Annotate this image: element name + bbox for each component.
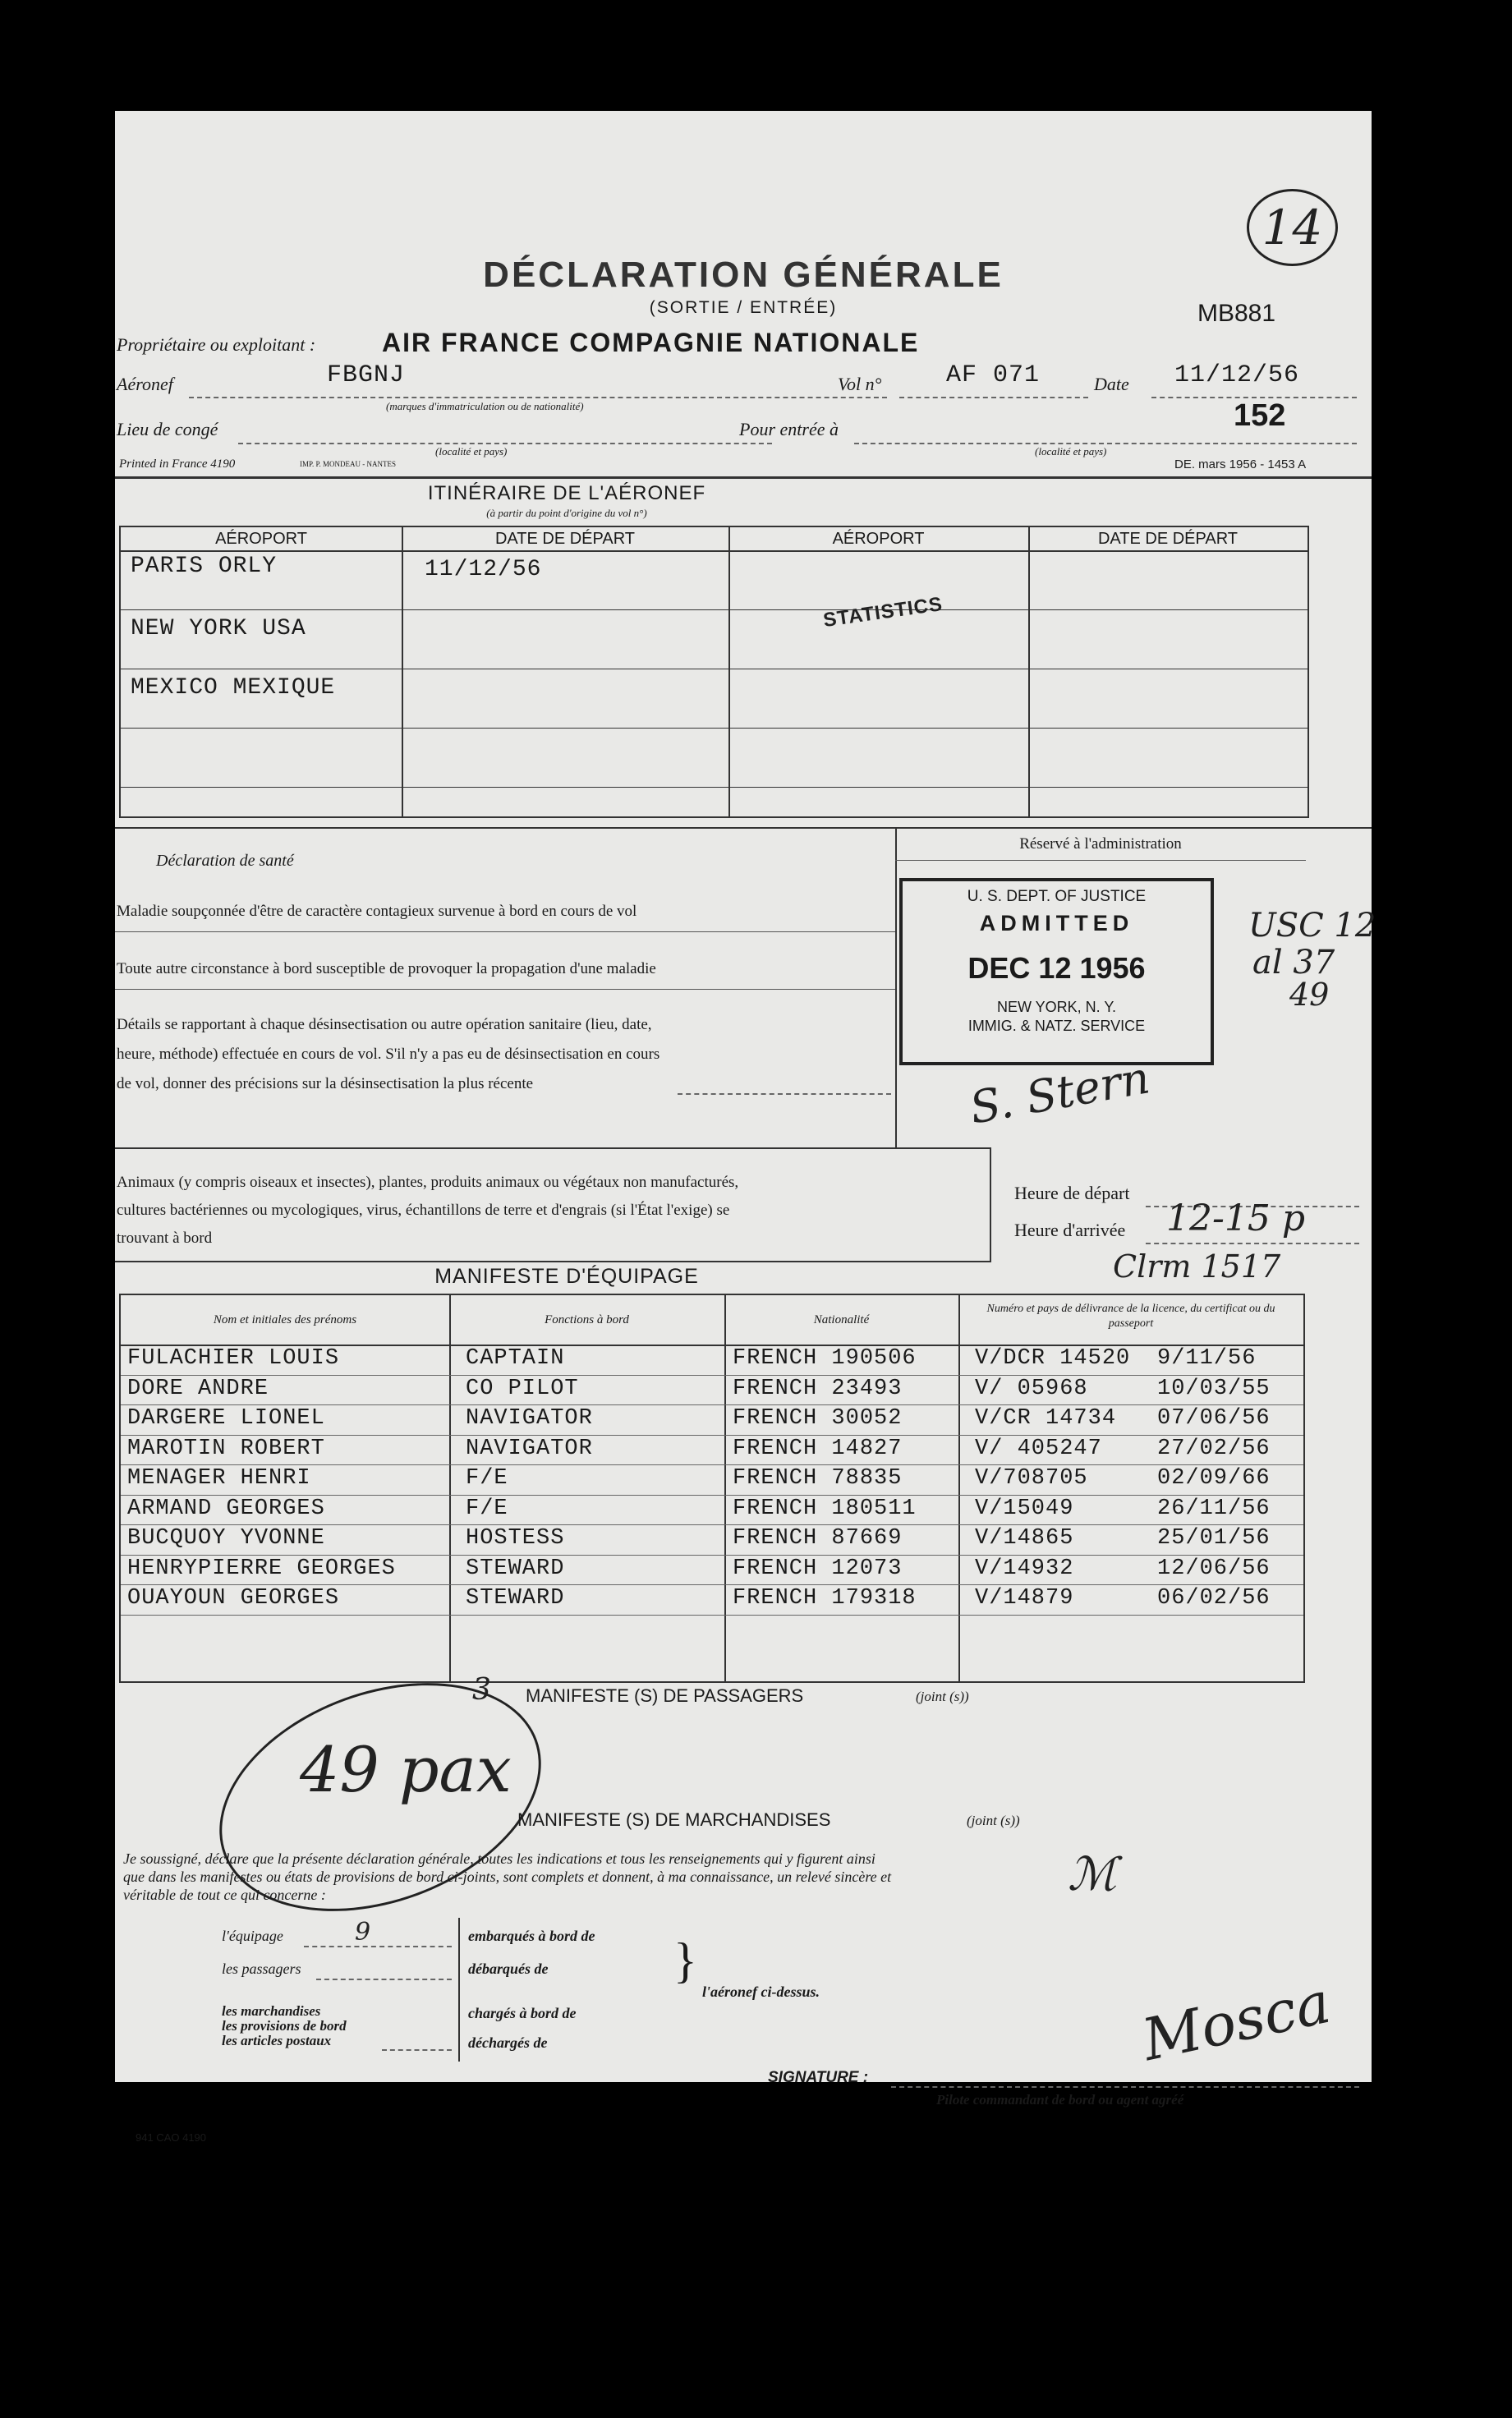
crew-header-name: Nom et initiales des prénoms: [213, 1313, 357, 1326]
itin-date-1: 11/12/56: [425, 557, 542, 582]
crew-name: FULACHIER LOUIS: [127, 1346, 340, 1371]
unloaded-label: déchargés de: [468, 2034, 548, 2051]
flight-label: Vol n°: [838, 374, 882, 394]
crew-document: V/DCR 14520: [975, 1346, 1131, 1371]
crew-nationality: FRENCH 78835: [733, 1466, 903, 1491]
crew-name: HENRYPIERRE GEORGES: [127, 1556, 396, 1581]
health-line-3c: de vol, donner des précisions sur la désinsectisation la plus récente: [117, 1075, 534, 1092]
departure-place-note: (localité et pays): [435, 445, 508, 457]
crew-role: CO PILOT: [466, 1376, 579, 1401]
crew-document: V/15049: [975, 1496, 1074, 1521]
itin-header-airport-2: AÉROPORT: [832, 530, 925, 548]
crew-nationality: FRENCH 87669: [733, 1526, 903, 1551]
departure-time-label: Heure de départ: [1014, 1183, 1130, 1203]
provisions-label: les provisions de bord: [222, 2018, 347, 2034]
goods-label: les marchandises: [222, 2003, 321, 2019]
crew-nationality: FRENCH 30052: [733, 1406, 903, 1431]
crew-name: MAROTIN ROBERT: [127, 1436, 325, 1461]
signature-note: Pilote commandant de bord ou agent agréé: [936, 2092, 1184, 2108]
printed-left: Printed in France 4190: [119, 457, 236, 471]
health-title: Déclaration de santé: [156, 852, 294, 870]
itinerary-title: ITINÉRAIRE DE L'AÉRONEF: [427, 482, 706, 504]
animals-section: [115, 1147, 991, 1262]
crew-role: HOSTESS: [466, 1526, 565, 1551]
date-value: 11/12/56: [1174, 361, 1300, 389]
disembarked-label: débarqués de: [468, 1961, 549, 1977]
document-sheet: [115, 111, 1376, 2144]
crew-nationality: FRENCH 179318: [733, 1586, 917, 1611]
crew-document-date: 12/06/56: [1157, 1556, 1271, 1581]
crew-count-label: l'équipage: [222, 1928, 283, 1944]
owner-label: Propriétaire ou exploitant :: [117, 334, 316, 355]
itin-header-date-2: DATE DE DÉPART: [1097, 530, 1239, 548]
crew-count-value: 9: [355, 1918, 371, 1947]
admin-title: Réservé à l'administration: [1019, 835, 1182, 853]
departure-place-label: Lieu de congé: [117, 419, 218, 439]
crew-row-rule: [121, 1404, 1303, 1405]
crew-table: [119, 1294, 1305, 1683]
hand-note-49: 49: [1289, 977, 1330, 1013]
passenger-manifest-joint: (joint (s)): [916, 1689, 969, 1704]
passenger-count: 3: [472, 1673, 491, 1707]
ref-code: MB881: [1197, 300, 1276, 327]
crew-role: NAVIGATOR: [466, 1436, 593, 1461]
postal-label: les articles postaux: [222, 2033, 332, 2048]
crew-row-rule: [121, 1495, 1303, 1496]
crew-document: V/14879: [975, 1586, 1074, 1611]
crew-name: DARGERE LIONEL: [127, 1406, 325, 1431]
animals-line-3: trouvant à bord: [117, 1230, 213, 1247]
crew-row-rule: [121, 1584, 1303, 1585]
crew-nationality: FRENCH 23493: [733, 1376, 903, 1401]
stamp-dept: U. S. DEPT. OF JUSTICE: [967, 888, 1147, 905]
crew-name: OUAYOUN GEORGES: [127, 1586, 340, 1611]
itinerary-subtitle: (à partir du point d'origine du vol n°): [486, 507, 647, 519]
crew-document-date: 26/11/56: [1157, 1496, 1271, 1521]
statistics-stamp: STATISTICS: [821, 592, 944, 632]
crew-row-rule: [121, 1435, 1303, 1436]
crew-document-date: 10/03/55: [1157, 1376, 1271, 1401]
crew-document-date: 02/09/66: [1157, 1466, 1271, 1491]
crew-document: V/CR 14734: [975, 1406, 1117, 1431]
passenger-manifest-label: MANIFESTE (S) DE PASSAGERS: [526, 1685, 804, 1706]
crew-row-rule: [121, 1375, 1303, 1376]
crew-header-role: Fonctions à bord: [545, 1313, 629, 1326]
arrival-time-label: Heure d'arrivée: [1014, 1220, 1126, 1240]
itin-airport-2: NEW YORK USA: [131, 616, 306, 641]
health-line-2: Toute autre circonstance à bord susceptible de provoquer la propagation d'une maladie: [117, 960, 656, 977]
crew-document: V/ 05968: [975, 1376, 1088, 1401]
stamp-date: DEC 12 1956: [967, 951, 1146, 985]
owner-value: AIR FRANCE COMPAGNIE NATIONALE: [382, 328, 920, 357]
captain-signature: Mosca: [1136, 1968, 1336, 2075]
entry-note: (localité et pays): [1035, 445, 1107, 457]
crew-row-rule: [121, 1555, 1303, 1556]
animals-line-2: cultures bactériennes ou mycologiques, virus, échantillons de terre et d'engrais (si l'État l'exige) se: [117, 1202, 730, 1219]
arrival-time-value: 12-15 p: [1166, 1198, 1305, 1239]
cargo-manifest-joint: (joint (s)): [967, 1813, 1020, 1828]
cargo-manifest-label: MANIFESTE (S) DE MARCHANDISES: [517, 1809, 831, 1830]
crew-name: DORE ANDRE: [127, 1376, 269, 1401]
crew-nationality: FRENCH 190506: [733, 1346, 917, 1371]
officer-signature: S. Stern: [966, 1051, 1154, 1134]
crew-document: V/14932: [975, 1556, 1074, 1581]
printed-right: DE. mars 1956 - 1453 A: [1174, 457, 1307, 471]
crew-role: NAVIGATOR: [466, 1406, 593, 1431]
crew-role: STEWARD: [466, 1586, 565, 1611]
health-line-1: Maladie soupçonnée d'être de caractère contagieux survenue à bord en cours de vol: [117, 903, 637, 920]
crew-row-rule: [121, 1524, 1303, 1525]
document-subtitle: (SORTIE / ENTRÉE): [649, 298, 838, 317]
stamp-service: IMMIG. & NATZ. SERVICE: [967, 1018, 1146, 1034]
crew-row-rule: [121, 1464, 1303, 1465]
printed-left-small: IMP. P. MONDEAU - NANTES: [300, 460, 397, 468]
declaration-text-3: véritable de tout ce qui concerne :: [123, 1887, 326, 1903]
health-line-3a: Détails se rapportant à chaque désinsectisation ou autre opération sanitaire (lieu, date,: [117, 1016, 652, 1033]
admitted-stamp: [899, 878, 1214, 1065]
itin-header-airport-1: AÉROPORT: [215, 530, 307, 548]
health-line-3b: heure, méthode) effectuée en cours de vol. S'il n'y a pas eu de désinsectisation en cours: [117, 1046, 660, 1063]
crew-name: BUCQUOY YVONNE: [127, 1526, 325, 1551]
flight-value: AF 071: [946, 361, 1041, 389]
admin-section: [895, 827, 1376, 1149]
aircraft-ref-label: l'aéronef ci-dessus.: [702, 1984, 820, 2000]
crew-nationality: FRENCH 14827: [733, 1436, 903, 1461]
crew-document-date: 06/02/56: [1157, 1586, 1271, 1611]
aircraft-note: (marques d'immatriculation ou de nationalité): [386, 400, 584, 412]
document-title: DÉCLARATION GÉNÉRALE: [483, 255, 1004, 295]
crew-nationality: FRENCH 180511: [733, 1496, 917, 1521]
declaration-text-1: Je soussigné, déclare que la présente déclaration générale, toutes les indications et tous les renseignements qui y figurent ainsi: [123, 1850, 875, 1867]
hand-note-usc: USC 12: [1248, 907, 1376, 945]
itinerary-table: [119, 526, 1309, 818]
clearance-note: Clrm 1517: [1113, 1248, 1281, 1285]
embarked-label: embarqués à bord de: [468, 1928, 595, 1944]
crew-name: MENAGER HENRI: [127, 1466, 311, 1491]
crew-nationality: FRENCH 12073: [733, 1556, 903, 1581]
stamp-number: 152: [1234, 398, 1286, 433]
loaded-label: chargés à bord de: [468, 2005, 577, 2021]
date-label: Date: [1094, 374, 1129, 394]
itin-header-date-1: DATE DE DÉPART: [494, 530, 636, 548]
animals-line-1: Animaux (y compris oiseaux et insectes), plantes, produits animaux ou végétaux non manufacturés,: [117, 1174, 739, 1191]
crew-title: MANIFESTE D'ÉQUIPAGE: [434, 1265, 699, 1288]
declaration-text-2: que dans les manifestes ou états de provisions de bord ci-joints, sont complets et donnent, à ma connaissance, un relevé sincère et: [123, 1869, 892, 1885]
itin-airport-3: MEXICO MEXIQUE: [131, 675, 336, 701]
footer-code: 941 CAO 4190: [136, 2131, 207, 2144]
aircraft-value: FBGNJ: [327, 361, 406, 389]
passengers-label: les passagers: [222, 1961, 301, 1977]
crew-document: V/708705: [975, 1466, 1088, 1491]
crew-document-date: 07/06/56: [1157, 1406, 1271, 1431]
hand-note-al: al 37: [1252, 944, 1335, 981]
stamp-city: NEW YORK, N. Y.: [996, 999, 1117, 1015]
crew-document: V/14865: [975, 1526, 1074, 1551]
crew-role: F/E: [466, 1496, 508, 1521]
crew-role: STEWARD: [466, 1556, 565, 1581]
crew-header-document: Numéro et pays de délivrance de la licence, du certificat ou du passeport: [986, 1303, 1275, 1330]
page-mark: 14: [1247, 189, 1338, 266]
itin-airport-1: PARIS ORLY: [131, 554, 278, 579]
crew-document: V/ 405247: [975, 1436, 1102, 1461]
stamp-admitted: ADMITTED: [979, 911, 1134, 935]
pax-note: 49 pax: [300, 1733, 512, 1806]
crew-document-date: 25/01/56: [1157, 1526, 1271, 1551]
signature-label: SIGNATURE :: [768, 2069, 869, 2086]
health-section: [115, 827, 897, 1149]
aircraft-label: Aéronef: [117, 374, 173, 394]
crew-role: F/E: [466, 1466, 508, 1491]
crew-row-rule: [121, 1615, 1303, 1616]
crew-name: ARMAND GEORGES: [127, 1496, 325, 1521]
crew-header-nationality: Nationalité: [813, 1313, 870, 1326]
crew-document-date: 27/02/56: [1157, 1436, 1271, 1461]
crew-document-date: 9/11/56: [1157, 1346, 1257, 1371]
brace: }: [673, 1933, 697, 1988]
declaration-initials: ℳ: [1068, 1848, 1117, 1901]
entry-label: Pour entrée à: [739, 419, 839, 439]
crew-role: CAPTAIN: [466, 1346, 565, 1371]
